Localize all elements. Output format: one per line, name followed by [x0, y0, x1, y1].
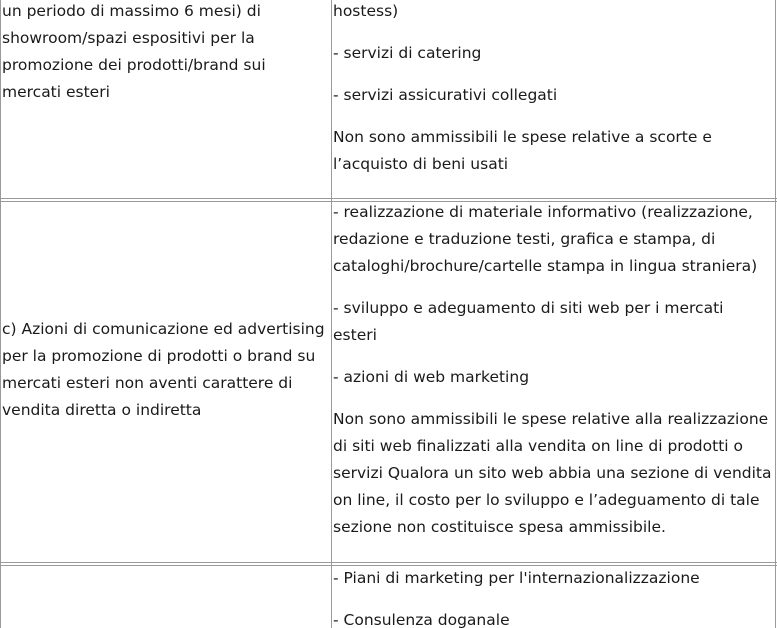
cell-line: cataloghi/brochure/cartelle stampa in lingua straniera) — [333, 257, 758, 275]
cell-line: hostess) — [333, 2, 399, 20]
cell-line: Non sono ammissibili le spese relative a scorte e — [333, 128, 712, 146]
cell-line: - sviluppo e adeguamento di siti web per i mercati — [333, 299, 724, 317]
cell-line: - servizi assicurativi collegati — [333, 86, 558, 104]
row-3-right-cell — [333, 565, 700, 628]
cell-line: di siti web finalizzati alla vendita on line di prodotti o — [333, 437, 743, 455]
row-divider-3 — [0, 562, 777, 563]
cell-line: - Consulenza doganale — [333, 611, 510, 628]
cell-line: l’acquisto di beni usati — [333, 155, 509, 173]
cell-line: per la promozione di prodotti o brand su — [2, 347, 316, 365]
row-1-right-cell — [333, 0, 712, 178]
cell-line: mercati esteri — [2, 83, 110, 101]
cell-line: on line, il costo per lo sviluppo e l’adeguamento di tale — [333, 491, 760, 509]
cell-line: mercati esteri non aventi carattere di — [2, 374, 293, 392]
cell-line: esteri — [333, 326, 377, 344]
cell-line: showroom/spazi espositivi per la — [2, 29, 255, 47]
cell-line: un periodo di massimo 6 mesi) di — [2, 2, 261, 20]
table-border-right — [775, 0, 776, 628]
cell-line: sezione non costituisce spesa ammissibile. — [333, 518, 666, 536]
cell-line: redazione e traduzione testi, grafica e stampa, di — [333, 230, 716, 248]
cell-line: promozione dei prodotti/brand sui — [2, 56, 266, 74]
table-column-divider — [331, 0, 332, 628]
cell-line: vendita diretta o indiretta — [2, 401, 202, 419]
row-1-left-cell — [2, 0, 266, 106]
row-2-left-cell — [2, 316, 325, 424]
cell-line: c) Azioni di comunicazione ed advertising — [2, 320, 325, 338]
cell-line: - azioni di web marketing — [333, 368, 530, 386]
cell-line: Non sono ammissibili le spese relative alla realizzazione — [333, 410, 769, 428]
cell-line: servizi Qualora un sito web abbia una sezione di vendita — [333, 464, 772, 482]
table-border-left — [0, 0, 1, 628]
cell-line: - realizzazione di materiale informativo (realizzazione, — [333, 203, 753, 221]
cell-line: - servizi di catering — [333, 44, 482, 62]
cell-line: - Piani di marketing per l'internazionalizzazione — [333, 569, 700, 587]
row-2-right-cell — [333, 199, 772, 541]
